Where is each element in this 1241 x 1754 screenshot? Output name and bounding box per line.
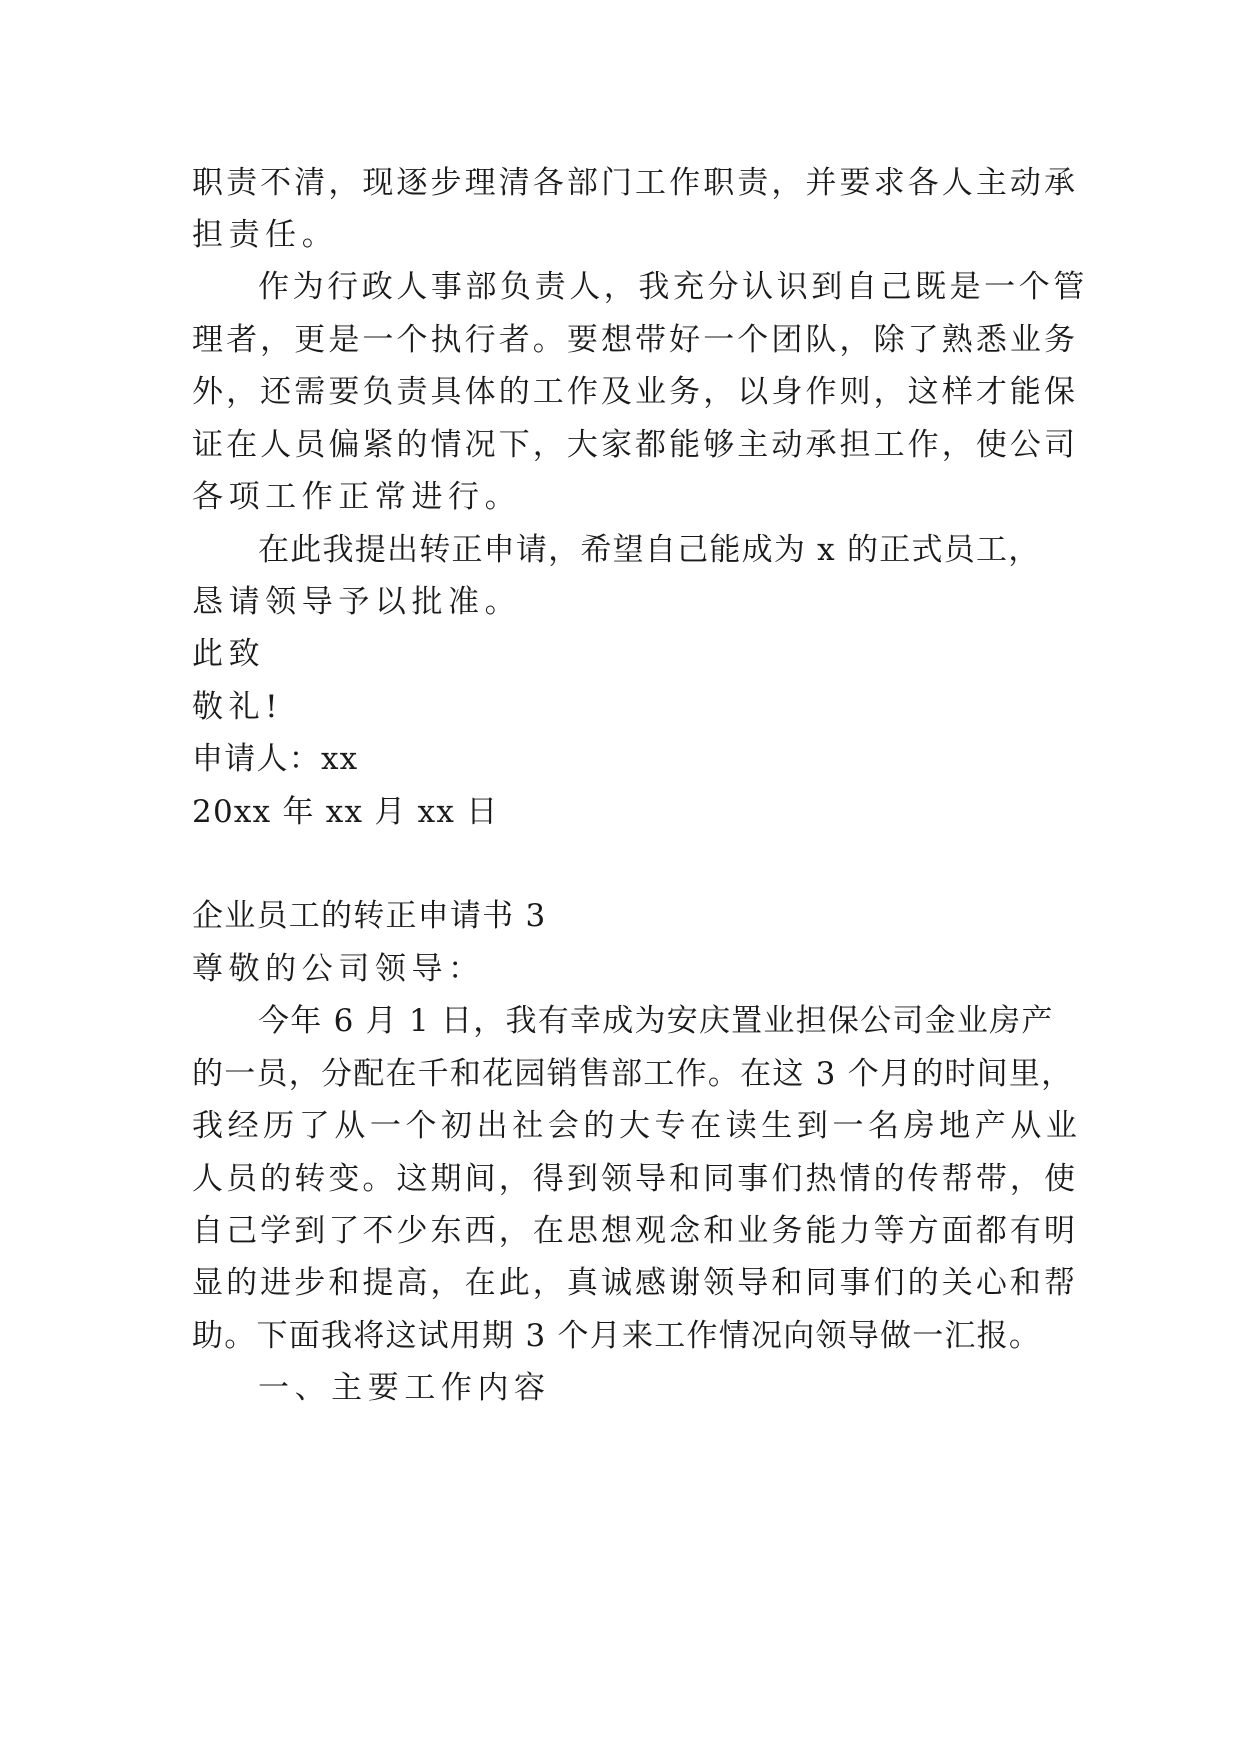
salutation-closing: 此致 [192,636,266,672]
text-line: 自己学到了不少东西，在思想观念和业务能力等方面都有明 [192,1213,1079,1249]
applicant-line: 申请人：xx [192,741,359,777]
text-line: 人员的转变。这期间，得到领导和同事们热情的传帮带，使 [192,1161,1079,1197]
text-line: 显的进步和提高，在此，真诚感谢领导和同事们的关心和帮 [192,1265,1079,1301]
text-line: 的一员，分配在千和花园销售部工作。在这 3 个月的时间里， [192,1056,1074,1092]
greeting-line: 尊敬的公司领导： [192,951,485,987]
text-line: 证在人员偏紧的情况下，大家都能够主动承担工作，使公司 [192,427,1079,463]
text-line: 我经历了从一个初出社会的大专在读生到一名房地产从业 [192,1108,1082,1144]
text-line: 担责任。 [192,217,339,253]
text-line: 在此我提出转正申请，希望自己能成为 x 的正式员工， [258,532,1041,568]
date-line: 20xx 年 xx 月 xx 日 [192,794,499,830]
text-line: 作为行政人事部负责人，我充分认识到自己既是一个管 [258,269,1088,305]
text-line: 恳请领导予以批准。 [192,584,522,620]
text-line: 理者，更是一个执行者。要想带好一个团队，除了熟悉业务 [192,322,1079,358]
salutation-regards: 敬礼! [192,689,284,725]
text-line: 助。下面我将这试用期 3 个月来工作情况向领导做一汇报。 [192,1318,1042,1354]
section-title: 企业员工的转正申请书 3 [192,898,547,934]
text-line: 外，还需要负责具体的工作及业务，以身作则，这样才能保 [192,374,1079,410]
text-line: 各项工作正常进行。 [192,479,522,515]
text-line: 今年 6 月 1 日，我有幸成为安庆置业担保公司金业房产 [258,1003,1054,1039]
subsection-heading: 一、主要工作内容 [258,1370,551,1406]
text-line: 职责不清，现逐步理清各部门工作职责，并要求各人主动承 [192,165,1079,201]
